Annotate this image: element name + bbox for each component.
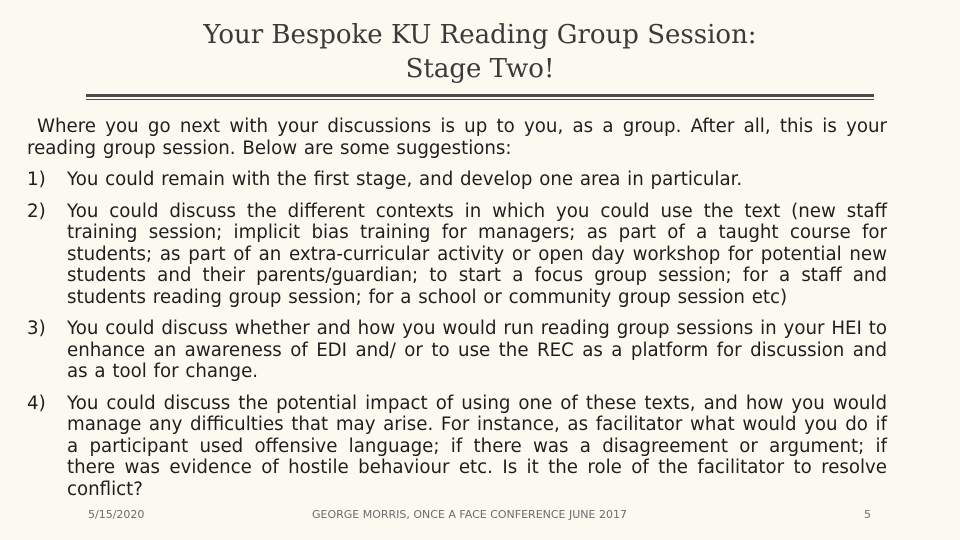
suggestion-list bbox=[27, 169, 887, 500]
intro-paragraph: Where you go next with your discussions is up to you, as a group. After all, this is your reading group session. Below are some suggestions: bbox=[27, 116, 887, 159]
suggestion-item-2 bbox=[27, 201, 887, 309]
suggestion-number: 2) bbox=[27, 200, 46, 222]
suggestion-item-1 bbox=[27, 169, 887, 191]
slide-title bbox=[80, 18, 880, 86]
slide-title-line-1: Your Bespoke KU Reading Group Session: bbox=[203, 20, 757, 50]
title-divider-thin bbox=[86, 99, 874, 100]
footer-center-text: GEORGE MORRIS, ONCE A FACE CONFERENCE JUNE 2017 bbox=[312, 508, 627, 521]
suggestion-text: You could discuss the different contexts in which you could use the text (new staff training session; implicit bias training for managers; as part of a taught course for students; as part of an extra-curricular activity or open day workshop for potential new students and their parents/guardian; to start a focus group session; for a staff and students reading group session; for a school or community group session etc) bbox=[67, 200, 887, 308]
suggestion-text: You could discuss the potential impact of using one of these texts, and how you would manage any difficulties that may arise. For instance, as facilitator what would you do if a participant used offensive language; if there was a disagreement or argument; if there was evidence of hostile behaviour etc. Is it the role of the facilitator to resolve conflict? bbox=[67, 392, 887, 500]
suggestion-text: You could discuss whether and how you would run reading group sessions in your HEI to enhance an awareness of EDI and/ or to use the REC as a platform for discussion and as a tool for change. bbox=[67, 318, 887, 382]
suggestion-item-3 bbox=[27, 318, 887, 383]
suggestion-text: You could remain with the first stage, and develop one area in particular. bbox=[67, 169, 743, 190]
slide-body bbox=[27, 116, 887, 510]
suggestion-number: 1) bbox=[27, 169, 46, 190]
title-divider-thick bbox=[86, 94, 874, 97]
slide-title-line-2: Stage Two! bbox=[405, 54, 555, 84]
footer-date: 5/15/2020 bbox=[88, 508, 145, 521]
suggestion-number: 4) bbox=[27, 392, 46, 414]
suggestion-number: 3) bbox=[27, 318, 46, 339]
suggestion-item-4 bbox=[27, 393, 887, 501]
footer-page-number: 5 bbox=[864, 508, 871, 521]
